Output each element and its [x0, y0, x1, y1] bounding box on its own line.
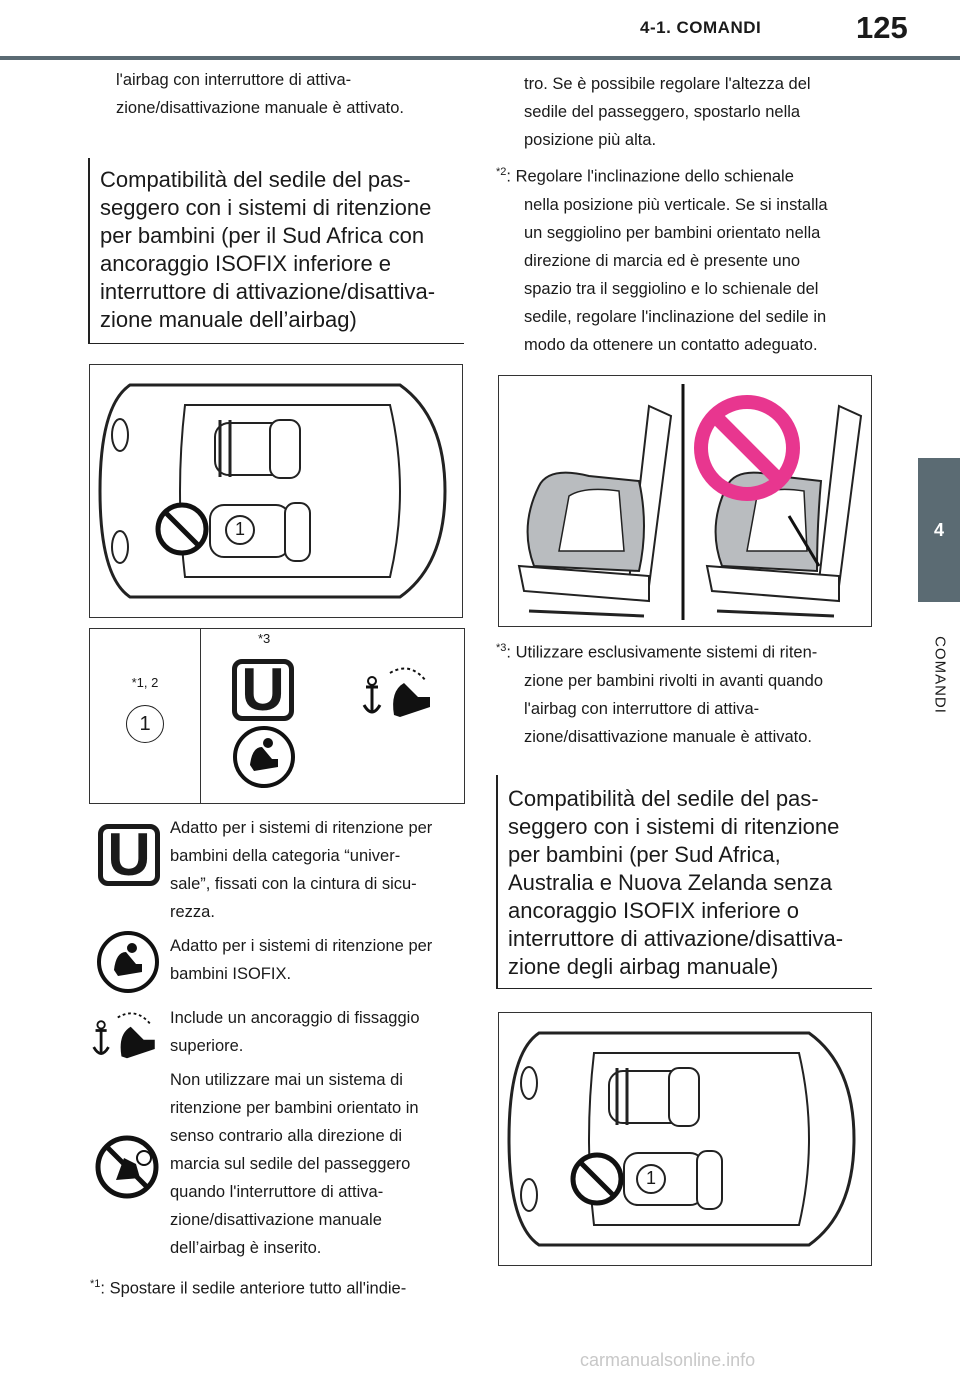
intro-text: l'airbag con interruttore di attiva- zione/disattivazione manuale è attivato.	[116, 71, 405, 117]
seat-label-2: 1	[645, 1168, 656, 1188]
compat-table	[89, 628, 465, 804]
page-number: 125	[856, 10, 908, 45]
footnote-1-continued: tro. Se è possibile regolare l'altezza del sedile del passeggero, spostarlo nella posizione più alta.	[524, 75, 811, 149]
seat-recline-illustration	[499, 376, 871, 626]
table-divider	[200, 629, 201, 803]
footnote-2: $^{*2}$: Regolare l'inclinazione dello schienale nella posizione più verticale. Se si installa un seggiolino per bambini orientato nella direzione di marcia ed è presente uno spazio tra il seggiolino e lo schienale del sedile, regolare l'inclinazione del sedile in modo da ottenere un contatto adeguato.	[496, 166, 828, 354]
watermark: carmanualsonline.info	[580, 1350, 756, 1370]
heading1: Compatibilità del sedile del pas- seggero con i sistemi di ritenzione per bambini (per il Sud Africa con ancoraggio ISOFIX inferiore e interruttore di attivazione/disattiva- zione manuale dell’airbag)	[100, 167, 436, 332]
heading2-rule-h	[496, 988, 872, 989]
legend-tether-icon	[90, 1008, 164, 1064]
table-seat-circle: 1	[126, 705, 164, 743]
tether-anchor-icon	[360, 663, 440, 723]
legend-tether-text: Include un ancoraggio di fissaggio superiore.	[170, 1009, 420, 1055]
section-title: 4-1. COMANDI	[640, 18, 762, 37]
table-col1-note: *1, 2	[131, 675, 159, 690]
footnote-3: $^{*3}$: Utilizzare esclusivamente sistemi di riten- zione per bambini rivolti in avanti quando l'airbag con interruttore di attiva- zione/disattivazione manuale è attivato.	[496, 642, 824, 746]
seat-recline-diagram	[498, 375, 872, 627]
heading2-rule-v	[496, 775, 498, 989]
heading2: Compatibilità del sedile del pas- seggero con i sistemi di ritenzione per bambini (per Sud Africa, Australia e Nuova Zelanda senza ancoraggio ISOFIX inferiore o interruttore di attivazione/disattiva- zione degli airbag manuale)	[508, 786, 844, 979]
car-topview-illustration-2	[499, 1013, 871, 1265]
universal-icon: U	[232, 659, 294, 721]
legend-isofix-text: Adatto per i sistemi di ritenzione per bambini ISOFIX.	[170, 937, 433, 983]
car-topview-illustration	[90, 365, 462, 617]
legend-isofix-icon	[96, 930, 160, 994]
legend-no-rear-facing-icon	[94, 1134, 160, 1200]
chapter-tab[interactable]: 4	[918, 458, 960, 602]
car-diagram-1	[89, 364, 463, 618]
car-diagram-2	[498, 1012, 872, 1266]
heading1-rule-h	[88, 343, 464, 344]
isofix-icon	[232, 725, 296, 789]
chapter-label: COMANDI	[931, 636, 949, 714]
footnote-1: $^{*1}$: Spostare il sedile anteriore tutto all'indie-	[90, 1278, 407, 1298]
legend-universal-text: Adatto per i sistemi di ritenzione per bambini della categoria “univer- sale”, fissati con la cintura di sicu- rezza.	[170, 819, 433, 921]
legend-no-rear-facing-text: Non utilizzare mai un sistema di ritenzione per bambini orientato in senso contrario alla direzione di marcia sul sedile del passeggero quando l'interruttore di attiva- zione/disattivazione manuale dell’airbag è inserito.	[170, 1071, 419, 1257]
seat-label: 1	[234, 519, 245, 539]
header-rule	[0, 56, 960, 60]
heading1-rule-v	[88, 158, 90, 344]
table-col2-note: *3	[258, 631, 271, 646]
legend-universal-icon: U	[98, 824, 160, 886]
